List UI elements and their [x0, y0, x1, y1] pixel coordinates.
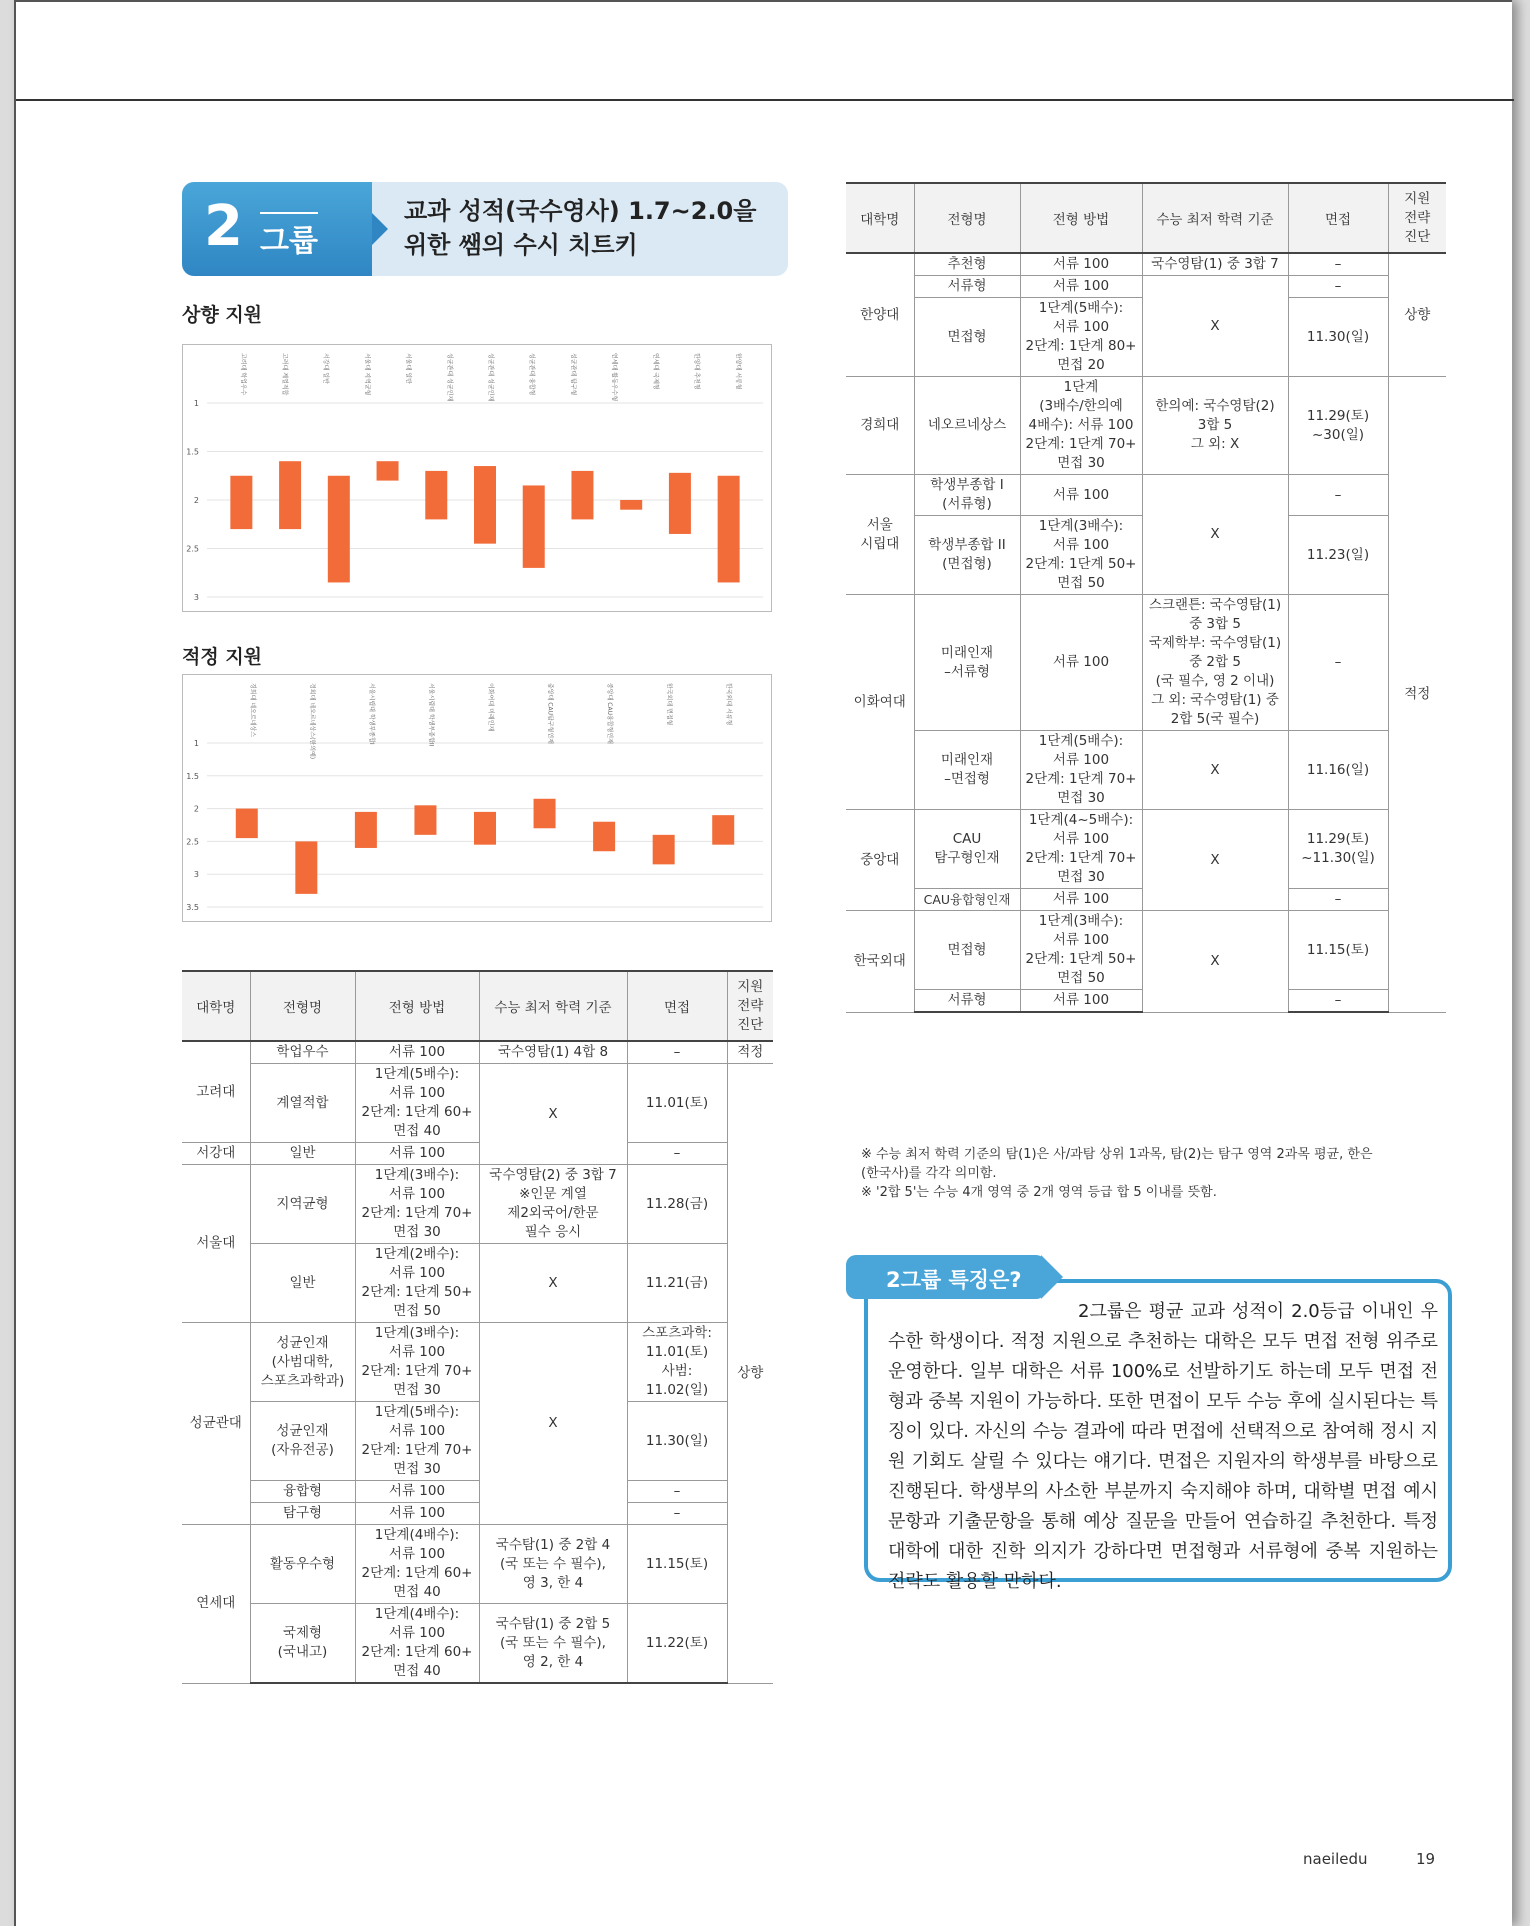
- group-badge: [182, 182, 372, 276]
- col-header: 대학명: [182, 971, 250, 1041]
- cell-university: 고려대: [182, 1041, 250, 1143]
- col-header: 지원 전략 진단: [1388, 183, 1446, 253]
- table-row: [846, 810, 1446, 889]
- cell: –: [1288, 475, 1388, 516]
- cell: 미래인재 –서류형: [914, 595, 1020, 731]
- page-number: 19: [1416, 1850, 1436, 1868]
- table-row: [846, 731, 1446, 810]
- cell: 학생부종합 I (서류형): [914, 475, 1020, 516]
- x-category-label: 성균관대 탐구형: [569, 353, 577, 396]
- x-category-label: 연세대 활동우수형: [610, 353, 618, 402]
- col-header: 전형 방법: [1020, 183, 1142, 253]
- cell: 11.30(일): [627, 1402, 727, 1481]
- range-bar: [712, 815, 734, 845]
- cell: 한의예: 국수영탐(2) 3합 5 그 외: X: [1142, 377, 1288, 475]
- table-row: [846, 377, 1446, 475]
- cell: 11.29(토) ~11.30(일): [1288, 810, 1388, 889]
- feature-tag: 2그룹 특징은?: [846, 1255, 1046, 1299]
- range-bar: [474, 812, 496, 845]
- title-line: 교과 성적(국수영사) 1.7~2.0을: [404, 197, 757, 225]
- cell-strategy: 상향: [1388, 253, 1446, 377]
- cell: –: [1288, 595, 1388, 731]
- x-category-label: 경희대 네오르네상스(한의예): [308, 683, 316, 760]
- cell: X: [1142, 911, 1288, 1013]
- cell: 1단계 (3배수/한의예 4배수): 서류 100 2단계: 1단계 70+ 면접 30: [1020, 377, 1142, 475]
- cell: X: [1142, 731, 1288, 810]
- x-category-label: 고려대 학업우수: [239, 353, 247, 396]
- table-row: [846, 276, 1446, 298]
- cell: 1단계(2배수): 서류 100 2단계: 1단계 50+ 면접 50: [355, 1244, 479, 1323]
- range-bar: [230, 476, 252, 529]
- y-tick-label: 2: [193, 496, 199, 505]
- x-category-label: 성균관대 성균인재: [445, 353, 453, 402]
- cell: 서류 100: [1020, 595, 1142, 731]
- feature-box: [864, 1279, 1452, 1592]
- chart-up-heading: 상향 지원: [182, 304, 263, 326]
- x-category-label: 이화여대 미래인재: [487, 683, 494, 732]
- range-bar: [669, 473, 691, 534]
- cell: 국수영탐(1) 중 3합 7: [1142, 253, 1288, 276]
- range-bar: [620, 500, 642, 510]
- cell: 지역균형: [250, 1165, 355, 1244]
- section-header: [182, 182, 788, 276]
- y-tick-label: 1.5: [186, 447, 199, 457]
- cell: 서류 100: [355, 1503, 479, 1525]
- cell: 활동우수형: [250, 1525, 355, 1604]
- cell: 국제형 (국내고): [250, 1604, 355, 1684]
- x-category-label: 서울대 지역균형: [363, 353, 371, 396]
- section-title: [404, 194, 756, 262]
- table-row: [182, 1402, 773, 1481]
- cell: 학업우수: [250, 1041, 355, 1064]
- col-header: 지원 전략 진단: [727, 971, 773, 1041]
- table-row: [182, 1041, 773, 1064]
- chart-fit: [182, 674, 772, 922]
- page: [14, 0, 1512, 1926]
- y-tick-label: 1: [193, 399, 199, 408]
- cell: X: [479, 1244, 627, 1323]
- cell: 국수영탐(1) 4합 8: [479, 1041, 627, 1064]
- table-row: [182, 1165, 773, 1244]
- table-row: [182, 1143, 773, 1165]
- cell: 서류형: [914, 276, 1020, 298]
- y-tick-label: 3: [193, 870, 199, 880]
- range-bar: [534, 799, 556, 829]
- cell: 11.01(토): [627, 1064, 727, 1143]
- group-label: 그룹: [260, 212, 318, 260]
- range-bar: [593, 822, 615, 852]
- range-bar: [279, 461, 301, 529]
- range-bar: [474, 466, 496, 544]
- cell: 1단계(5배수): 서류 100 2단계: 1단계 80+ 면접 20: [1020, 298, 1142, 377]
- cell: 탐구형: [250, 1503, 355, 1525]
- cell: 서류 100: [355, 1481, 479, 1503]
- cell: –: [1288, 276, 1388, 298]
- cell: 국수영탐(2) 중 3합 7 ※인문 계열 제2외국어/한문 필수 응시: [479, 1165, 627, 1244]
- col-header: 면접: [627, 971, 727, 1041]
- title-line: 위한 쌤의 수시 치트키: [404, 231, 638, 259]
- table-row: [182, 1525, 773, 1604]
- cell: 11.16(일): [1288, 731, 1388, 810]
- left-admission-table: [182, 970, 773, 1684]
- cell: 서류 100: [355, 1041, 479, 1064]
- cell: 1단계(4~5배수): 서류 100 2단계: 1단계 70+ 면접 30: [1020, 810, 1142, 889]
- x-category-label: 성균관대 융합형: [528, 353, 536, 396]
- table-row: [846, 475, 1446, 516]
- cell-university: 서울대: [182, 1165, 250, 1323]
- range-bar: [328, 476, 350, 583]
- group-number: 2: [204, 194, 243, 259]
- cell: 면접형: [914, 298, 1020, 377]
- y-tick-label: 3.5: [186, 903, 199, 912]
- range-bar: [355, 812, 377, 848]
- cell: 1단계(3배수): 서류 100 2단계: 1단계 70+ 면접 30: [355, 1323, 479, 1402]
- cell: 서류 100: [1020, 253, 1142, 276]
- cell: –: [627, 1481, 727, 1503]
- range-bar: [718, 476, 740, 583]
- col-header: 수능 최저 학력 기준: [479, 971, 627, 1041]
- col-header: 전형명: [914, 183, 1020, 253]
- cell: –: [1288, 253, 1388, 276]
- x-category-label: 서강대 일반: [322, 353, 330, 384]
- cell: 1단계(5배수): 서류 100 2단계: 1단계 70+ 면접 30: [355, 1402, 479, 1481]
- cell-strategy: 적정: [727, 1041, 773, 1064]
- cell-university: 연세대: [182, 1525, 250, 1684]
- y-tick-label: 2.5: [186, 544, 199, 554]
- table-header-row: [182, 971, 773, 1041]
- x-category-label: 고려대 계열적합: [280, 353, 288, 396]
- cell: –: [627, 1143, 727, 1165]
- note: ※ '2합 5'는 수능 4개 영역 중 2개 영역 등급 합 5 이내를 뜻함.: [861, 1185, 1217, 1200]
- x-category-label: 서울시립대 학생부종합I: [367, 683, 375, 745]
- cell: 1단계(5배수): 서류 100 2단계: 1단계 60+ 면접 40: [355, 1064, 479, 1143]
- x-category-label: 경희대 네오르네상스: [248, 683, 256, 738]
- col-header: 전형명: [250, 971, 355, 1041]
- cell: –: [627, 1041, 727, 1064]
- cell: 11.29(토) ~30(일): [1288, 377, 1388, 475]
- cell-university: 서울 시립대: [846, 475, 914, 595]
- cell: X: [1142, 475, 1288, 595]
- cell: 국수탐(1) 중 2합 4 (국 또는 수 필수), 영 3, 한 4: [479, 1525, 627, 1604]
- x-category-label: 한양대 추천형: [693, 353, 701, 390]
- cell: 면접형: [914, 911, 1020, 990]
- x-category-label: 연세대 국제형: [651, 353, 659, 390]
- x-category-label: 성균관대 성균인재: [487, 353, 494, 402]
- cell: 11.21(금): [627, 1244, 727, 1323]
- table-row: [846, 253, 1446, 276]
- x-category-label: 한국외대 서류형: [725, 683, 733, 726]
- cell: 네오르네상스: [914, 377, 1020, 475]
- cell: X: [1142, 810, 1288, 911]
- col-header: 전형 방법: [355, 971, 479, 1041]
- cell-strategy: 상향: [727, 1064, 773, 1684]
- range-bar: [425, 471, 447, 520]
- cell: 서류 100: [1020, 889, 1142, 911]
- cell: X: [1142, 276, 1288, 377]
- cell-university: 경희대: [846, 377, 914, 475]
- cell-university: 성균관대: [182, 1323, 250, 1525]
- y-tick-label: 3: [193, 593, 199, 602]
- cell: 11.15(토): [1288, 911, 1388, 990]
- x-category-label: 중앙대 CAU탐구형인재: [546, 683, 554, 744]
- cell: 계열적합: [250, 1064, 355, 1143]
- cell: 학생부종합 II (면접형): [914, 516, 1020, 595]
- x-category-label: 한국외대 면접형: [665, 683, 673, 726]
- range-bar: [571, 471, 593, 520]
- cell-university: 한국외대: [846, 911, 914, 1013]
- cell: 미래인재 –면접형: [914, 731, 1020, 810]
- cell: 서류 100: [1020, 276, 1142, 298]
- y-tick-label: 1.5: [186, 771, 199, 781]
- table-row: [182, 1244, 773, 1323]
- cell-university: 중앙대: [846, 810, 914, 911]
- top-rule: [16, 99, 1514, 101]
- cell: –: [1288, 889, 1388, 911]
- table-row: [182, 1323, 773, 1402]
- cell: 1단계(3배수): 서류 100 2단계: 1단계 70+ 면접 30: [355, 1165, 479, 1244]
- cell: 스포츠과학: 11.01(토) 사범: 11.02(일): [627, 1323, 727, 1402]
- cell: 일반: [250, 1244, 355, 1323]
- cell: 성균인재 (사범대학, 스포츠과학과): [250, 1323, 355, 1402]
- footer-brand: naeiledu: [1303, 1850, 1368, 1868]
- cell: 1단계(3배수): 서류 100 2단계: 1단계 50+ 면접 50: [1020, 911, 1142, 990]
- col-header: 면접: [1288, 183, 1388, 253]
- cell: 서류 100: [355, 1143, 479, 1165]
- cell: 일반: [250, 1143, 355, 1165]
- x-category-label: 중앙대 CAU융합형인재: [606, 683, 614, 744]
- y-tick-label: 2: [193, 804, 199, 814]
- chart-fit-heading: 적정 지원: [182, 646, 263, 668]
- y-tick-label: 2.5: [186, 837, 199, 847]
- arrow-icon: [372, 213, 388, 245]
- col-header: 대학명: [846, 183, 914, 253]
- chart-up-svg: [183, 345, 773, 613]
- cell-university: 한양대: [846, 253, 914, 377]
- chart-fit-svg: [183, 675, 773, 923]
- x-category-label: 서울대 일반: [404, 353, 412, 384]
- tag-arrow-icon: [1041, 1255, 1063, 1299]
- x-category-label: 한양대 서류형: [734, 353, 742, 390]
- range-bar: [414, 805, 436, 835]
- table-row: [846, 911, 1446, 990]
- cell: CAU융합형인재: [914, 889, 1020, 911]
- note: ※ 수능 최저 학력 기준의 탐(1)은 사/과탐 상위 1과목, 탐(2)는 탐구 영역 2과목 평균, 한은 (한국사)를 각각 의미함.: [861, 1147, 1373, 1181]
- right-admission-table: [846, 182, 1446, 1013]
- cell-university: 서강대: [182, 1143, 250, 1165]
- cell: 1단계(3배수): 서류 100 2단계: 1단계 50+ 면접 50: [1020, 516, 1142, 595]
- cell-strategy: 적정: [1388, 377, 1446, 1013]
- table-row: [182, 1503, 773, 1525]
- y-tick-label: 1: [193, 739, 199, 748]
- cell: 11.23(일): [1288, 516, 1388, 595]
- cell: 11.28(금): [627, 1165, 727, 1244]
- cell: CAU 탐구형인재: [914, 810, 1020, 889]
- cell: 11.30(일): [1288, 298, 1388, 377]
- col-header: 수능 최저 학력 기준: [1142, 183, 1288, 253]
- feature-body: [888, 1297, 1438, 1597]
- range-bar: [295, 841, 317, 893]
- table-row: [182, 1604, 773, 1684]
- table-notes: [861, 1145, 1441, 1202]
- table-row: [182, 1064, 773, 1143]
- cell: 서류 100: [1020, 475, 1142, 516]
- cell: 서류 100: [1020, 990, 1142, 1013]
- cell: 1단계(5배수): 서류 100 2단계: 1단계 70+ 면접 30: [1020, 731, 1142, 810]
- chart-up: [182, 344, 772, 612]
- x-category-label: 서울시립대 학생부종합II: [427, 683, 435, 747]
- cell: 1단계(4배수): 서류 100 2단계: 1단계 60+ 면접 40: [355, 1604, 479, 1684]
- range-bar: [236, 809, 258, 839]
- table-header-row: [846, 183, 1446, 253]
- cell: 서류형: [914, 990, 1020, 1013]
- cell: X: [479, 1064, 627, 1165]
- cell: –: [627, 1503, 727, 1525]
- cell: 국수탐(1) 중 2합 5 (국 또는 수 필수), 영 2, 한 4: [479, 1604, 627, 1684]
- cell: 1단계(4배수): 서류 100 2단계: 1단계 60+ 면접 40: [355, 1525, 479, 1604]
- table-row: [182, 1481, 773, 1503]
- cell: 스크랜튼: 국수영탐(1) 중 3합 5 국제학부: 국수영탐(1) 중 2합 5 (국 필수, 영 2 이내) 그 외: 국수영탐(1) 중 2합 5(국 필수): [1142, 595, 1288, 731]
- range-bar: [377, 461, 399, 480]
- table-row: [846, 595, 1446, 731]
- cell: X: [479, 1323, 627, 1525]
- range-bar: [523, 485, 545, 567]
- cell: –: [1288, 990, 1388, 1013]
- cell: 융합형: [250, 1481, 355, 1503]
- cell: 11.22(토): [627, 1604, 727, 1684]
- cell-university: 이화여대: [846, 595, 914, 810]
- cell: 성균인재 (자유전공): [250, 1402, 355, 1481]
- feature-text: 2그룹은 평균 교과 성적이 2.0등급 이내인 우수한 학생이다. 적정 지원으로 추천하는 대학은 모두 면접 전형 위주로 운영한다. 일부 대학은 서류 100%로 선발하기도 하는데 모두 면접 전형과 중복 지원이 가능하다. 또한 면접이 모두 수능 후에 실시된다는 특징이 있다. 자신의 수능 결과에 따라 면접에 선택적으로 참여해 정시 지원 기회도 살릴 수 있다는 얘기다. 면접은 지원자의 학생부를 바탕으로 진행된다. 학생부의 사소한 부분까지 숙지해야 하며, 대학별 면접 예시 문항과 기출문항을 통해 예상 질문을 만들어 연습하길 추천한다. 특정 대학에 대한 진학 의지가 강하다면 면접형과 서류형에 중복 지원하는 전략도 활용할 만하다.: [888, 1301, 1438, 1592]
- range-bar: [653, 835, 675, 865]
- cell: 11.15(토): [627, 1525, 727, 1604]
- cell: 추천형: [914, 253, 1020, 276]
